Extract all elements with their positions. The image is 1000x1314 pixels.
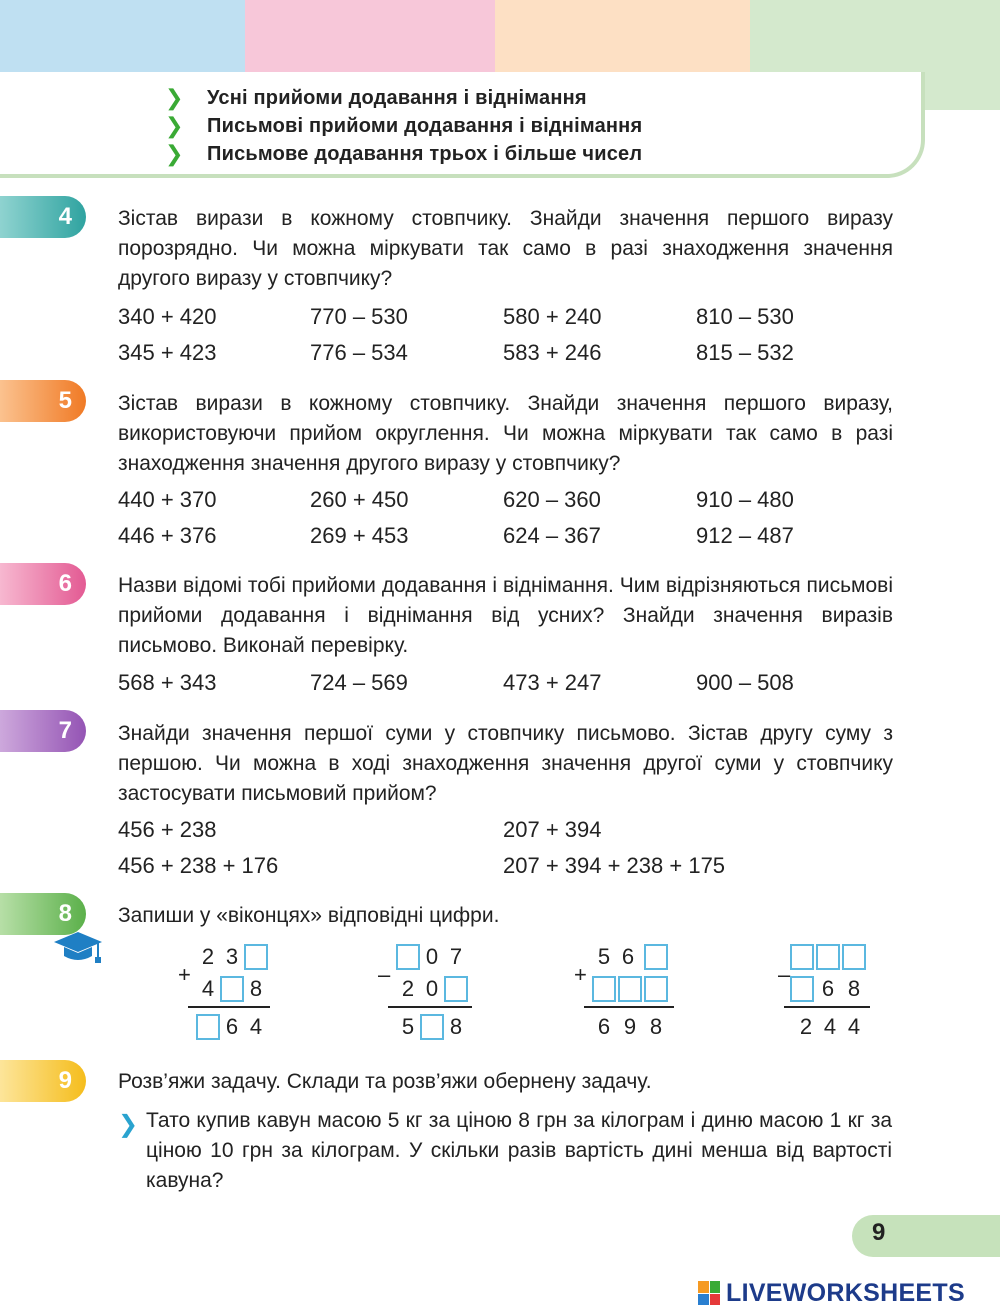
digit: 0 bbox=[425, 944, 439, 969]
expression: 345 + 423 bbox=[118, 340, 217, 365]
digit: 2 bbox=[201, 944, 215, 969]
answer-box[interactable] bbox=[644, 976, 668, 1002]
task-7-text: Знайди значення першої суми у стовпчику письмово. Зістав другу суму з першою. Чи можна в ході знаходження значення другої суми у стовпчику застосувати письмовий прийом? bbox=[118, 722, 893, 805]
sum-line bbox=[188, 1006, 270, 1008]
expression: 440 + 370 bbox=[118, 487, 217, 512]
topic-label: Письмове додавання трьох і більше чисел bbox=[207, 142, 643, 165]
task-7-row-1 bbox=[118, 817, 898, 847]
difference-line bbox=[784, 1006, 870, 1008]
expression: 473 + 247 bbox=[503, 670, 602, 695]
expression: 583 + 246 bbox=[503, 340, 602, 365]
header-band-peach bbox=[495, 0, 750, 72]
column-problem-3 bbox=[574, 944, 678, 1044]
expression: 770 – 530 bbox=[310, 304, 408, 329]
header-band-blue bbox=[0, 0, 245, 72]
column-problem-4 bbox=[772, 944, 876, 1044]
column-problem-2 bbox=[378, 944, 478, 1044]
digit: 5 bbox=[597, 944, 611, 969]
expression: 900 – 508 bbox=[696, 670, 794, 695]
graduation-cap-icon bbox=[52, 930, 104, 964]
digit: 4 bbox=[823, 1014, 837, 1039]
difference-line bbox=[388, 1006, 472, 1008]
topic-item bbox=[165, 112, 642, 140]
minus-sign: – bbox=[378, 962, 391, 987]
task-6-row-1 bbox=[118, 670, 898, 700]
digit: 3 bbox=[225, 944, 239, 969]
answer-box[interactable] bbox=[220, 976, 244, 1002]
task-7-row-2 bbox=[118, 853, 898, 883]
plus-sign: + bbox=[574, 962, 587, 987]
digit: 2 bbox=[799, 1014, 813, 1039]
digit: 8 bbox=[449, 1014, 463, 1039]
digit: 9 bbox=[623, 1014, 637, 1039]
answer-box[interactable] bbox=[244, 944, 268, 970]
digit: 4 bbox=[201, 976, 215, 1001]
chevron-right-icon: ❯ bbox=[165, 113, 184, 138]
digit: 5 bbox=[401, 1014, 415, 1039]
expression: 810 – 530 bbox=[696, 304, 794, 329]
expression: 207 + 394 bbox=[503, 817, 602, 842]
task-6-tab: 6 bbox=[0, 563, 86, 605]
digit: 6 bbox=[225, 1014, 239, 1039]
answer-box[interactable] bbox=[396, 944, 420, 970]
digit: 6 bbox=[621, 944, 635, 969]
expression: 910 – 480 bbox=[696, 487, 794, 512]
digit: 7 bbox=[449, 944, 463, 969]
expression: 340 + 420 bbox=[118, 304, 217, 329]
expression: 260 + 450 bbox=[310, 487, 409, 512]
expression: 269 + 453 bbox=[310, 523, 409, 548]
liveworksheets-logo-icon bbox=[698, 1281, 720, 1305]
expression: 456 + 238 + 176 bbox=[118, 853, 279, 878]
page-number: 9 bbox=[872, 1219, 886, 1246]
task-4-text: Зістав вирази в кожному стовпчику. Знайди значення першого виразу порозрядно. Чи можна міркувати так само в разі знаходження значення другого виразу у стовпчику? bbox=[118, 207, 893, 290]
answer-box[interactable] bbox=[618, 976, 642, 1002]
column-problem-1 bbox=[178, 944, 268, 1044]
digit: 4 bbox=[249, 1014, 263, 1039]
digit: 8 bbox=[249, 976, 263, 1001]
answer-box[interactable] bbox=[790, 944, 814, 970]
answer-box[interactable] bbox=[644, 944, 668, 970]
answer-box[interactable] bbox=[790, 976, 814, 1002]
task-5-row-2 bbox=[118, 523, 898, 553]
expression: 912 – 487 bbox=[696, 523, 794, 548]
topic-list bbox=[165, 84, 642, 168]
topic-item bbox=[165, 84, 642, 112]
expression: 776 – 534 bbox=[310, 340, 408, 365]
task-4-row-1 bbox=[118, 304, 898, 334]
expression: 446 + 376 bbox=[118, 523, 217, 548]
task-5-row-1 bbox=[118, 487, 898, 517]
digit: 8 bbox=[649, 1014, 663, 1039]
topic-label: Усні прийоми додавання і віднімання bbox=[207, 86, 587, 109]
task-9-text: Розв’яжи задачу. Склади та розв’яжи обернену задачу. bbox=[118, 1070, 652, 1093]
answer-box[interactable] bbox=[816, 944, 840, 970]
task-9-tab: 9 bbox=[0, 1060, 86, 1102]
digit: 6 bbox=[597, 1014, 611, 1039]
task-8-tab: 8 bbox=[0, 893, 86, 935]
task-4-tab: 4 bbox=[0, 196, 86, 238]
expression: 568 + 343 bbox=[118, 670, 217, 695]
topic-label: Письмові прийоми додавання і віднімання bbox=[207, 114, 643, 137]
expression: 580 + 240 bbox=[503, 304, 602, 329]
watermark bbox=[698, 1278, 965, 1308]
task-4-row-2 bbox=[118, 340, 898, 370]
task-5-tab: 5 bbox=[0, 380, 86, 422]
expression: 724 – 569 bbox=[310, 670, 408, 695]
task-9-problem: Тато купив кавун масою 5 кг за ціною 8 грн за кілограм і диню масою 1 кг за ціною 10 грн за кілограм. У скільки разів вартість дині менша від вартості кавуна? bbox=[146, 1109, 892, 1192]
digit: 2 bbox=[401, 976, 415, 1001]
digit: 8 bbox=[847, 976, 861, 1001]
task-7-tab: 7 bbox=[0, 710, 86, 752]
task-8-text: Запиши у «віконцях» відповідні цифри. bbox=[118, 904, 500, 927]
answer-box[interactable] bbox=[444, 976, 468, 1002]
chevron-right-icon: ❯ bbox=[165, 85, 184, 110]
answer-box[interactable] bbox=[420, 1014, 444, 1040]
minus-sign: – bbox=[778, 962, 791, 987]
expression: 456 + 238 bbox=[118, 817, 217, 842]
chevron-right-icon: ❯ bbox=[118, 1111, 139, 1138]
sum-line bbox=[584, 1006, 674, 1008]
digit: 4 bbox=[847, 1014, 861, 1039]
answer-box[interactable] bbox=[196, 1014, 220, 1040]
digit: 0 bbox=[425, 976, 439, 1001]
topic-item bbox=[165, 140, 642, 168]
answer-box[interactable] bbox=[592, 976, 616, 1002]
task-5-text: Зістав вирази в кожному стовпчику. Знайди значення першого виразу, використовуючи прийом округлення. Чи можна міркувати так само в разі знаходження значення другого виразу у стовпчику? bbox=[118, 392, 893, 475]
expression: 624 – 367 bbox=[503, 523, 601, 548]
expression: 207 + 394 + 238 + 175 bbox=[503, 853, 726, 878]
task-6-text: Назви відомі тобі прийоми додавання і віднімання. Чим відрізняються письмові прийоми додавання і віднімання від усних? Знайди значення виразів письмово. Виконай перевірку. bbox=[118, 574, 893, 657]
chevron-right-icon: ❯ bbox=[165, 141, 184, 166]
expression: 620 – 360 bbox=[503, 487, 601, 512]
answer-box[interactable] bbox=[842, 944, 866, 970]
plus-sign: + bbox=[178, 962, 191, 987]
watermark-text: LIVEWORKSHEETS bbox=[726, 1278, 965, 1307]
digit: 6 bbox=[821, 976, 835, 1001]
header-band-pink bbox=[245, 0, 495, 72]
expression: 815 – 532 bbox=[696, 340, 794, 365]
